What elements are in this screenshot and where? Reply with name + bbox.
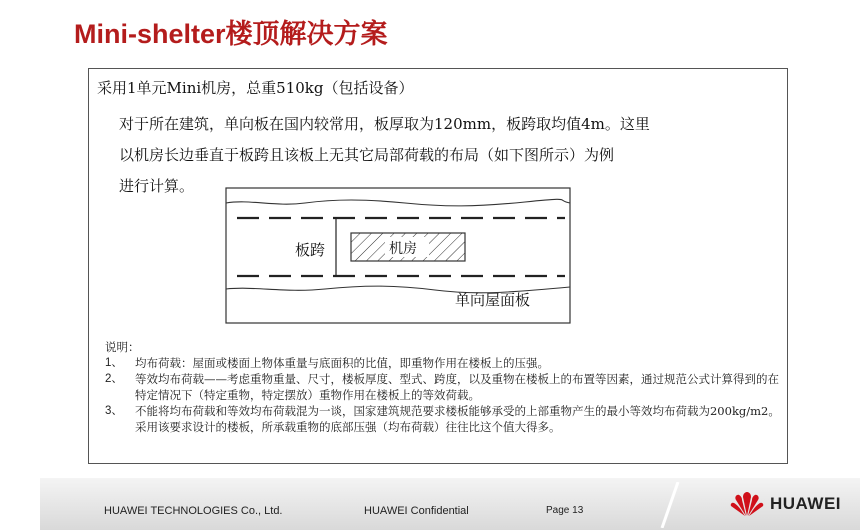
footer-page: Page 13 xyxy=(546,505,584,516)
footer-divider xyxy=(658,482,682,528)
paragraph-line-2: 以机房长边垂直于板跨且该板上无其它局部荷载的布局（如下图所示）为例 xyxy=(119,146,615,164)
note-number: 3、 xyxy=(105,405,123,417)
note-item xyxy=(105,371,785,403)
span-label: 板跨 xyxy=(295,241,326,259)
footer-confidential: HUAWEI Confidential xyxy=(364,505,469,517)
slide-title: Mini-shelter楼顶解决方案 xyxy=(74,19,388,49)
content-box xyxy=(88,68,788,464)
note-item xyxy=(105,355,785,371)
note-number: 1、 xyxy=(105,357,123,369)
note-text: 等效均布荷载——考虑重物重量、尺寸，楼板厚度、型式、跨度，以及重物在楼板上的布置等因素，通过规范公式计算得到的在特定情况下（特定重物，特定摆放）重物作用在楼板上的等效荷载。 xyxy=(135,372,779,402)
huawei-logo xyxy=(730,491,841,517)
note-number: 2、 xyxy=(105,373,123,385)
slab-diagram xyxy=(225,187,573,325)
notes-section xyxy=(105,339,785,435)
paragraph-line-1: 对于所在建筑，单向板在国内较常用，板厚取为120mm，板跨取均值4m。这里 xyxy=(119,115,650,133)
footer-bar xyxy=(40,478,860,530)
footer-company: HUAWEI TECHNOLOGIES Co., Ltd. xyxy=(104,505,283,517)
intro-line: 采用1单元Mini机房，总重510kg（包括设备） xyxy=(97,79,414,97)
slab-label: 单向屋面板 xyxy=(455,291,531,309)
paragraph-line-3: 进行计算。 xyxy=(119,177,195,195)
huawei-petal-icon xyxy=(730,491,764,517)
notes-heading: 说明： xyxy=(105,340,140,354)
huawei-brand-text: HUAWEI xyxy=(770,494,841,513)
note-item xyxy=(105,403,785,435)
note-text: 均布荷载：屋面或楼面上物体重量与底面积的比值，即重物作用在楼板上的压强。 xyxy=(135,356,549,370)
room-label: 机房 xyxy=(389,241,417,257)
note-text: 不能将均布荷载和等效均布荷载混为一谈，国家建筑规范要求楼板能够承受的上部重物产生的最小等效均布荷载为200kg/m2。采用该要求设计的楼板，所承载重物的底部压强（均布荷载）往往比这个值大得多。 xyxy=(135,404,780,434)
